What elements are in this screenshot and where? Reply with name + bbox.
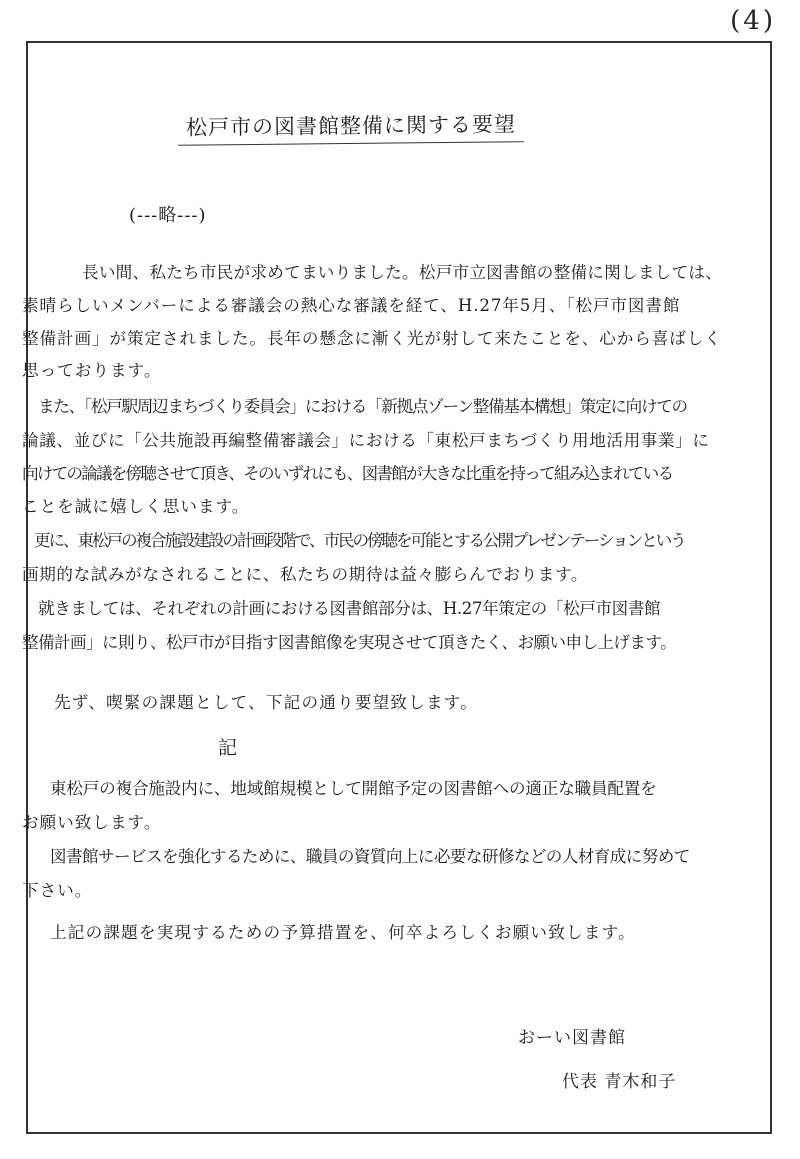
body-line: 思っております。 — [22, 361, 162, 380]
request-line: お願い致します。 — [22, 813, 162, 832]
letter-frame — [22, 41, 772, 1134]
body-line: 整備計画」が策定されました。長年の懸念に漸く光が射して来たことを、心から喜ばしく — [22, 329, 722, 348]
body-line: 更に、東松戸の複合施設建設の計画段階で、市民の傍聴を可能とする公開プレゼンテーションという — [34, 531, 685, 550]
request-line: 上記の課題を実現するための予算措置を、何卒よろしくお願い致します。 — [50, 923, 636, 942]
body-line: 素晴らしいメンバーによる審議会の熱心な審議を経て、H.27年5月、「松戸市図書館 — [22, 296, 681, 315]
request-line: 図書館サービスを強化するために、職員の資質向上に必要な研修などの人材育成に努めて — [50, 847, 690, 866]
page-number: (4) — [730, 6, 776, 36]
omitted-marker: (---略---) — [129, 205, 207, 226]
ki-heading: 記 — [218, 737, 238, 759]
body-line: 整備計画」に則り、松戸市が目指す図書館像を実現させて頂きたく、お願い申し上げます。 — [22, 633, 677, 652]
signature-organization: おーい図書館 — [518, 1028, 626, 1048]
body-line: ことを誠に嬉しく思います。 — [22, 497, 250, 516]
request-line: 東松戸の複合施設内に、地域館規模として開館予定の図書館への適正な職員配置を — [50, 779, 657, 798]
body-line: 画期的な試みがなされることに、私たちの期待は益々膨らんでおります。 — [22, 565, 589, 584]
body-line: 論議、並びに「公共施設再編整備審議会」における「東松戸まちづくり用地活用事業」に — [22, 431, 710, 450]
body-line: また、「松戸駅周辺まちづくり委員会」における「新拠点ゾーン整備基本構想」策定に向けての — [38, 397, 687, 416]
body-line: 長い間、私たち市民が求めてまいりました。松戸市立図書館の整備に関しましては、 — [82, 263, 723, 282]
body-line: 向けての論議を傍聴させて頂き、そのいずれにも、図書館が大きな比重を持って組み込まれている — [22, 464, 673, 483]
body-line: 就きましては、それぞれの計画における図書館部分は、H.27年策定の「松戸市図書館 — [38, 599, 661, 618]
signature-representative: 代表 青木和子 — [562, 1072, 677, 1092]
request-line: 下さい。 — [22, 881, 93, 900]
body-line: 先ず、喫緊の課題として、下記の通り要望致します。 — [54, 693, 479, 712]
letter-title: 松戸市の図書館整備に関する要望 — [178, 108, 524, 146]
